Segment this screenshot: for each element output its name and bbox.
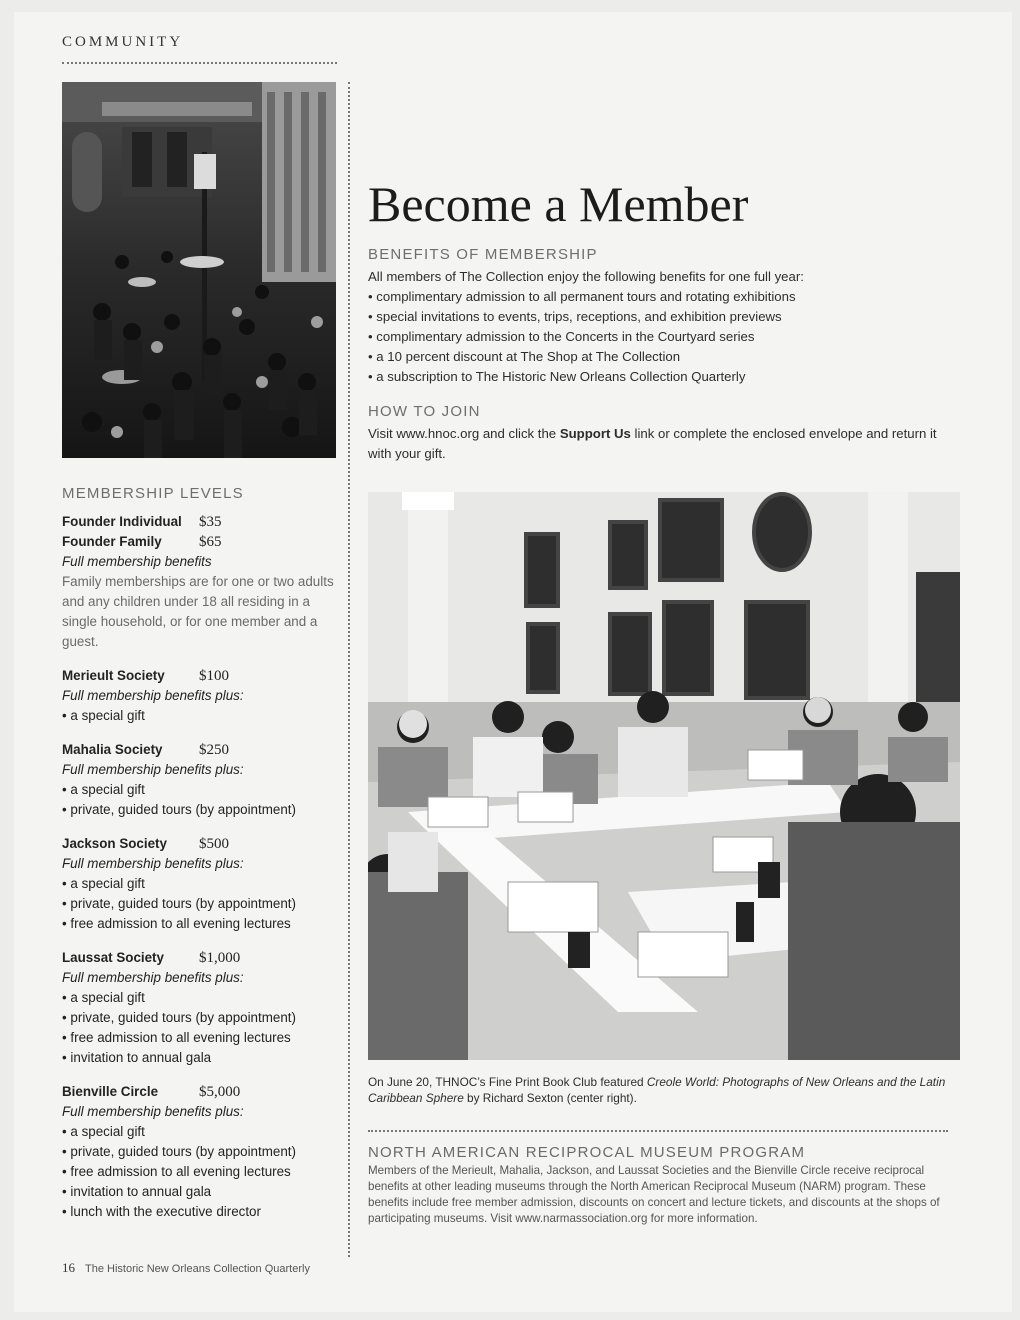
level-merieult <box>62 666 347 726</box>
level-row <box>62 1082 347 1102</box>
level-price: $5,000 <box>199 1084 241 1100</box>
level-benefit-item: • a special gift <box>62 1122 347 1142</box>
level-benefits-label: Full membership benefits plus: <box>62 1104 244 1119</box>
level-price: $65 <box>199 534 222 550</box>
how-to-join-section <box>368 402 958 464</box>
level-benefit-item: • private, guided tours (by appointment) <box>62 1142 347 1162</box>
level-benefit-item: • free admission to all evening lectures <box>62 1028 347 1048</box>
level-benefits-label: Full membership benefits plus: <box>62 856 244 871</box>
benefits-section <box>368 245 958 387</box>
levels-heading: MEMBERSHIP LEVELS <box>62 485 244 502</box>
caption-text-start: On June 20, THNOC’s Fine Print Book Club featured <box>368 1075 647 1089</box>
level-benefits-label: Full membership benefits plus: <box>62 762 244 777</box>
level-price: $1,000 <box>199 950 241 966</box>
level-benefits <box>62 1122 347 1222</box>
how-to-join-text <box>368 424 958 464</box>
level-benefit-item: • free admission to all evening lectures <box>62 1162 347 1182</box>
level-name: Founder Individual <box>62 514 182 529</box>
join-text-start: Visit www.hnoc.org and click the <box>368 426 560 441</box>
membership-levels <box>62 484 347 1236</box>
level-name: Jackson Society <box>62 836 167 851</box>
level-row <box>62 834 347 854</box>
level-name: Mahalia Society <box>62 742 163 757</box>
level-benefits-label: Full membership benefits <box>62 554 212 569</box>
page-title: Become a Member <box>368 176 749 232</box>
publication-name: The Historic New Orleans Collection Quarterly <box>85 1263 310 1275</box>
narm-heading: NORTH AMERICAN RECIPROCAL MUSEUM PROGRAM <box>368 1144 806 1161</box>
benefit-item: • complimentary admission to all permanent tours and rotating exhibitions <box>368 287 958 307</box>
founder-level <box>62 512 347 652</box>
level-benefit-item: • invitation to annual gala <box>62 1048 347 1068</box>
level-row <box>62 740 347 760</box>
benefit-item: • a subscription to The Historic New Orleans Collection Quarterly <box>368 367 958 387</box>
level-row <box>62 512 347 532</box>
book-club-photo <box>368 492 960 1060</box>
photo-caption <box>368 1074 958 1106</box>
how-to-join-heading: HOW TO JOIN <box>368 403 481 420</box>
section-divider <box>62 62 337 64</box>
level-price: $35 <box>199 514 222 530</box>
level-row <box>62 532 347 552</box>
level-laussat <box>62 948 347 1068</box>
column-divider <box>348 82 350 1257</box>
level-benefit-item: • a special gift <box>62 874 347 894</box>
level-name: Laussat Society <box>62 950 164 965</box>
level-benefit-item: • lunch with the executive director <box>62 1202 347 1222</box>
caption-book-title: Creole World: Photographs of New Orleans and the Latin Caribbean Sphere <box>368 1075 946 1105</box>
level-benefit-item: • invitation to annual gala <box>62 1182 347 1202</box>
level-benefits-label: Full membership benefits plus: <box>62 688 244 703</box>
page-number: 16 <box>62 1260 75 1275</box>
level-benefit-item: • private, guided tours (by appointment) <box>62 894 347 914</box>
level-bienville <box>62 1082 347 1222</box>
level-row <box>62 666 347 686</box>
level-benefits <box>62 988 347 1068</box>
level-price: $250 <box>199 742 229 758</box>
level-benefit-item: • a special gift <box>62 780 347 800</box>
family-note: Family memberships are for one or two adults and any children under 18 all residing in a single household, or for one member and a guest. <box>62 574 334 649</box>
narm-section <box>368 1145 958 1227</box>
benefits-list <box>368 287 958 387</box>
level-benefit-item: • a special gift <box>62 706 347 726</box>
benefit-item: • a 10 percent discount at The Shop at The Collection <box>368 347 958 367</box>
level-price: $100 <box>199 668 229 684</box>
level-benefits-label: Full membership benefits plus: <box>62 970 244 985</box>
level-mahalia <box>62 740 347 820</box>
level-benefit-item: • free admission to all evening lectures <box>62 914 347 934</box>
support-us-link[interactable]: Support Us <box>559 426 631 441</box>
caption-text-end: by Richard Sexton (center right). <box>463 1091 637 1105</box>
narm-divider <box>368 1130 948 1132</box>
level-jackson <box>62 834 347 934</box>
level-name: Bienville Circle <box>62 1084 159 1099</box>
benefit-item: • special invitations to events, trips, receptions, and exhibition previews <box>368 307 958 327</box>
level-benefit-item: • private, guided tours (by appointment) <box>62 800 347 820</box>
join-text-end: link or complete the enclosed envelope and return it with your gift. <box>368 426 937 461</box>
level-price: $500 <box>199 836 229 852</box>
level-benefits <box>62 706 347 726</box>
level-benefit-item: • a special gift <box>62 988 347 1008</box>
benefits-heading: BENEFITS OF MEMBERSHIP <box>368 246 598 263</box>
benefits-intro: All members of The Collection enjoy the following benefits for one full year: <box>368 269 804 284</box>
level-benefit-item: • private, guided tours (by appointment) <box>62 1008 347 1028</box>
page-footer <box>62 1260 310 1276</box>
level-row <box>62 948 347 968</box>
section-label: COMMUNITY <box>62 34 184 50</box>
courtyard-photo <box>62 82 336 458</box>
level-benefits <box>62 874 347 934</box>
benefit-item: • complimentary admission to the Concerts in the Courtyard series <box>368 327 958 347</box>
narm-text: Members of the Merieult, Mahalia, Jackson, and Laussat Societies and the Bienville Circle receive reciprocal benefits at other leading museums through the North American Reciprocal Museum (NARM) program. These benefits include free member admission, discounts on concert and lecture tickets, and discounts at the shops of participating museums. Visit www.narmassociation.org for more information. <box>368 1164 940 1225</box>
level-name: Founder Family <box>62 534 162 549</box>
level-benefits <box>62 780 347 820</box>
level-name: Merieult Society <box>62 668 165 683</box>
